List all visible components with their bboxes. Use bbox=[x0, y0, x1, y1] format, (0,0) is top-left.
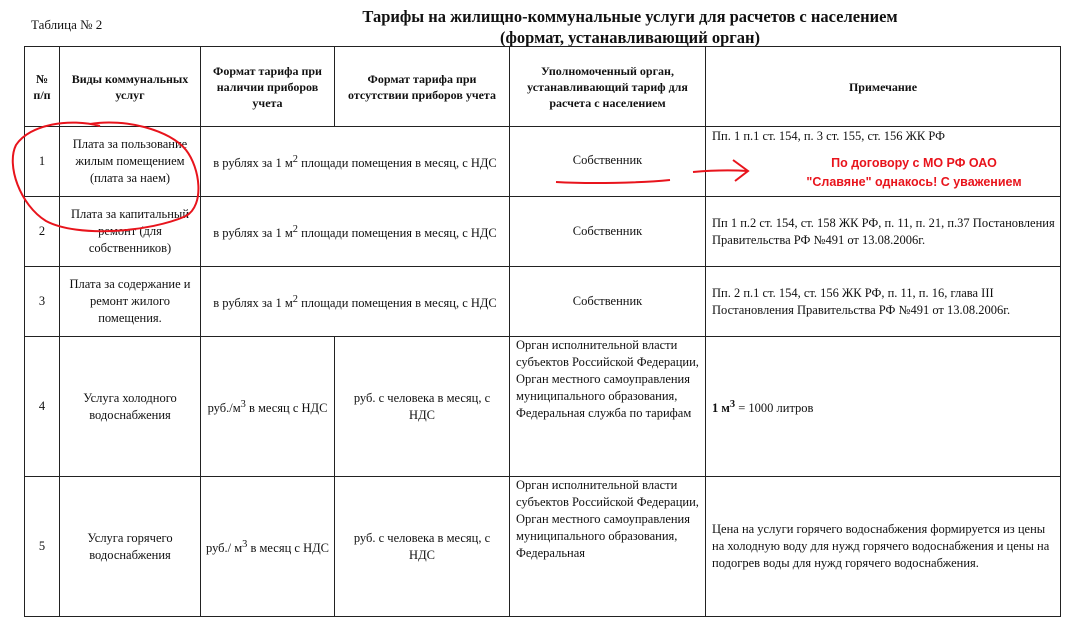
service-name: Услуга горячего водоснабжения bbox=[60, 477, 201, 617]
tariff-without-meter: руб. с человека в месяц, с НДС bbox=[335, 477, 510, 617]
table-label: Таблица № 2 bbox=[31, 17, 103, 32]
service-name: Плата за капитальный ремонт (для собственников) bbox=[60, 197, 201, 267]
authority: Орган исполнительной власти субъектов Российской Федерации, Орган местного самоуправления муниципального образования, Федеральная служба по тарифам bbox=[510, 337, 706, 477]
service-name: Плата за пользование жилым помещением (плата за наем) bbox=[60, 127, 201, 197]
authority: Собственник bbox=[510, 127, 706, 197]
authority: Орган исполнительной власти субъектов Российской Федерации, Орган местного самоуправления муниципального образования, Федеральная bbox=[510, 477, 706, 617]
tariff-format: в рублях за 1 $м^2$ площади помещения в месяц, с НДС bbox=[201, 127, 510, 197]
red-underline-mark bbox=[556, 180, 670, 183]
row-number: 4 bbox=[25, 337, 60, 477]
tariff-format: в рублях за 1 $м^2$ площади помещения в месяц, с НДС bbox=[201, 197, 510, 267]
note: Пп. 2 п.1 ст. 154, ст. 156 ЖК РФ, п. 11, п. 16, глава III Постановления Правительства РФ №491 от 13.08.2006г. bbox=[706, 267, 1061, 337]
authority: Собственник bbox=[510, 197, 706, 267]
note: Пп 1 п.2 ст. 154, ст. 158 ЖК РФ, п. 11, п. 21, п.37 Постановления Правительства РФ №491 от 13.08.2006г. bbox=[706, 197, 1061, 267]
title-line-2: (формат, устанавливающий орган) bbox=[500, 28, 760, 47]
note: 1 $м^3 = 1000$ литров bbox=[706, 337, 1061, 477]
title-line-1: Тарифы на жилищно-коммунальные услуги для расчетов с населением bbox=[362, 7, 898, 26]
header-authority: Уполномоченный орган, устанавливающий тариф для расчета с населением bbox=[510, 47, 706, 127]
header-number: № п/п bbox=[25, 47, 60, 127]
header-with-meter: Формат тарифа при наличии приборов учета bbox=[201, 47, 335, 127]
red-circle-mark bbox=[13, 122, 199, 231]
header-service: Виды коммунальных услуг bbox=[60, 47, 201, 127]
service-name: Плата за содержание и ремонт жилого помещения. bbox=[60, 267, 201, 337]
service-name: Услуга холодного водоснабжения bbox=[60, 337, 201, 477]
row-number: 1 bbox=[25, 127, 60, 197]
tariff-with-meter: руб./ $м^3$ в месяц с НДС bbox=[201, 477, 335, 617]
authority: Собственник bbox=[510, 267, 706, 337]
red-arrow-mark bbox=[693, 160, 748, 181]
note: Пп. 1 п.1 ст. 154, п. 3 ст. 155, ст. 156 ЖК РФ bbox=[706, 127, 1061, 197]
header-note: Примечание bbox=[706, 47, 1061, 127]
red-annotation-text: По договору с МО РФ ОАО "Славяне" однакось! С уважением bbox=[806, 156, 1022, 189]
tariff-without-meter: руб. с человека в месяц, с НДС bbox=[335, 337, 510, 477]
row-number: 3 bbox=[25, 267, 60, 337]
row-number: 2 bbox=[25, 197, 60, 267]
tariff-with-meter: $руб./м^3$ в месяц с НДС bbox=[201, 337, 335, 477]
note: Цена на услуги горячего водоснабжения формируется из цены на холодную воду для нужд горячего водоснабжения и цены на подогрев воды для нужд горячего водоснабжения. bbox=[706, 477, 1061, 617]
row-number: 5 bbox=[25, 477, 60, 617]
header-without-meter: Формат тарифа при отсутствии приборов учета bbox=[335, 47, 510, 127]
tariff-format: в рублях за 1 $м^2$ площади помещения в месяц, с НДС bbox=[201, 267, 510, 337]
